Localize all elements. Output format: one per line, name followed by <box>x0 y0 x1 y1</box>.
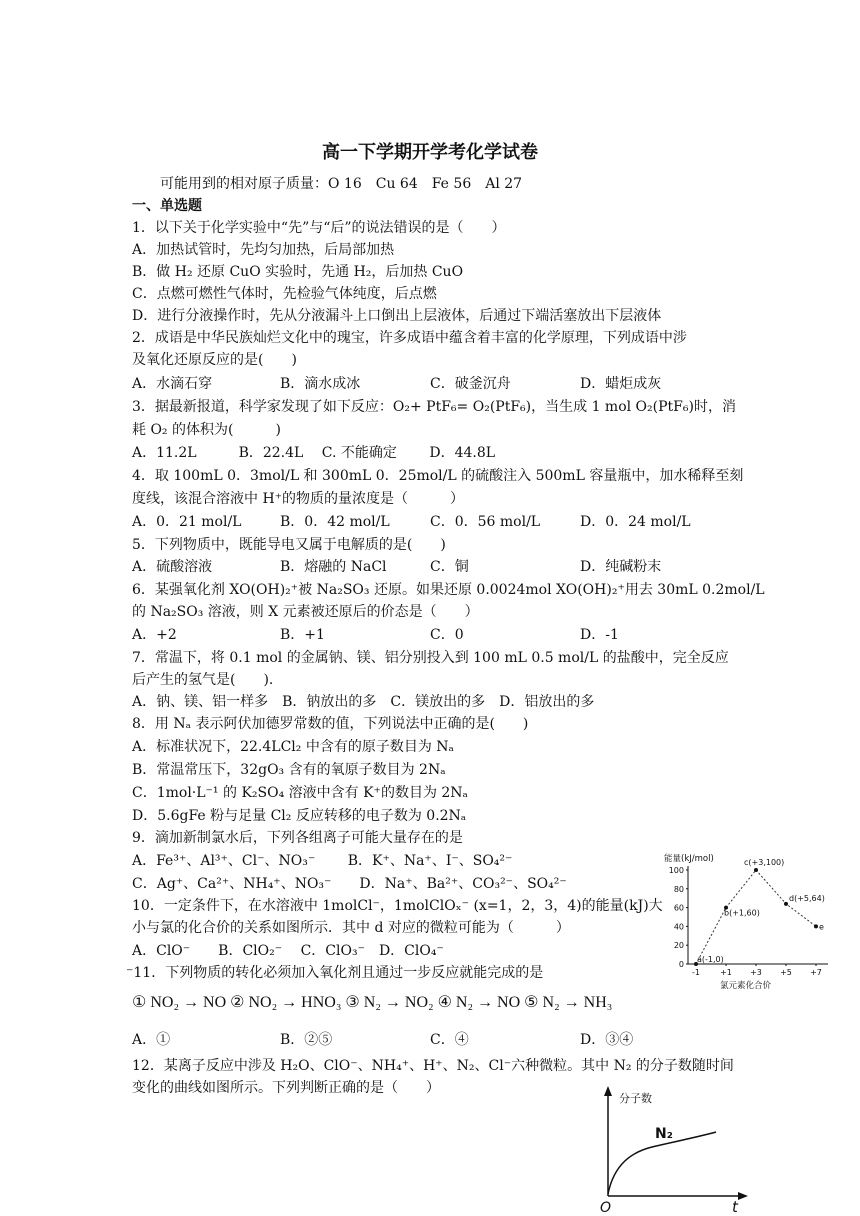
q2-option-a: A．水滴石穿 <box>132 376 213 392</box>
n2-series-label: N₂ <box>655 1126 673 1142</box>
q9-options-cd: C．Ag⁺、Ca²⁺、NH₄⁺、NO₃⁻ D．Na⁺、Ba²⁺、CO₃²⁻、SO₄²⁻ <box>132 876 567 892</box>
q1-option-c: C．点燃可燃性气体时，先检验气体纯度，后点燃 <box>132 286 437 302</box>
q8-option-b: B．常温常压下，32gO₃ 含有的氧原子数目为 2Nₐ <box>132 762 446 778</box>
question-12-cont: 变化的曲线如图所示。下列判断正确的是（ ） <box>132 1080 440 1096</box>
q2-option-d: D．蜡炬成灰 <box>580 376 662 392</box>
q5-option-c: C．铜 <box>430 559 469 575</box>
q1-option-a: A．加热试管时，先均匀加热，后局部加热 <box>132 242 395 258</box>
question-6: 6．某强氧化剂 XO(OH)₂⁺被 Na₂SO₃ 还原。如果还原 0.0024mol XO(OH)₂⁺用去 30mL 0.2mol/L <box>132 582 765 598</box>
energy-x-label: 氯元素化合价 <box>720 981 772 990</box>
question-9: 9．滴加新制氯水后，下列各组离子可能大量存在的是 <box>132 830 463 846</box>
q6-option-b: B．+1 <box>280 627 325 643</box>
question-8: 8．用 Nₐ 表示阿伏加德罗常数的值，下列说法中正确的是( ) <box>132 716 529 732</box>
energy-x-tick-label: +1 <box>720 968 732 977</box>
energy-point-label: c(+3,100) <box>744 858 785 867</box>
n2-origin-label: O <box>600 1200 612 1214</box>
q8-option-c: C．1mol·L⁻¹ 的 K₂SO₄ 溶液中含有 K⁺的数目为 2Nₐ <box>132 785 468 801</box>
question-4: 4．取 100mL 0．3mol/L 和 300mL 0．25mol/L 的硫酸注入 500mL 容量瓶中，加水稀释至刻 <box>132 468 744 484</box>
energy-x-tick-label: +5 <box>780 968 792 977</box>
question-5: 5．下列物质中，既能导电又属于电解质的是( ) <box>132 537 446 553</box>
question-10: 10．一定条件下，在水溶液中 1molCl⁻，1molClOₓ⁻ (x=1，2，3，4)的能量(kJ)大 <box>132 898 663 914</box>
energy-y-tick-label: 100 <box>668 866 684 875</box>
q11-option-c: C．④ <box>430 1032 469 1048</box>
energy-x-tick-label: +3 <box>750 968 762 977</box>
question-12: 12．某离子反应中涉及 H₂O、ClO⁻、NH₄⁺、H⁺、N₂、Cl⁻六种微粒。其中 N₂ 的分子数随时间 <box>132 1058 734 1074</box>
atomic-mass-note: 可能用到的相对原子质量：O 16 Cu 64 Fe 56 Al 27 <box>160 176 523 192</box>
question-4-cont: 度线，该混合溶液中 H⁺的物质的量浓度是（ ） <box>132 491 465 507</box>
q8-option-d: D．5.6gFe 粉与足量 Cl₂ 反应转移的电子数为 0.2Nₐ <box>132 808 467 824</box>
n2-y-label: 分子数 <box>619 1092 652 1105</box>
energy-y-label: 能量(kJ/mol) <box>664 854 714 864</box>
question-7-cont: 后产生的氢气是( ). <box>132 672 274 688</box>
n2-x-label: t <box>732 1198 738 1214</box>
page-title: 高一下学期开学考化学试卷 <box>322 142 538 163</box>
q4-option-a: A．0．21 mol/L <box>132 514 242 530</box>
question-3-cont: 耗 O₂ 的体积为( ) <box>132 422 281 438</box>
question-10-cont: 小与氯的化合价的关系如图所示．其中 d 对应的微粒可能为（ ） <box>132 920 570 936</box>
energy-point-label: d(+5,64) <box>789 893 825 903</box>
q5-option-d: D．纯碱粉末 <box>580 559 662 575</box>
question-3: 3．据最新报道，科学家发现了如下反应：O₂+ PtF₆= O₂(PtF₆)，当生成 1 mol O₂(PtF₆)时，消 <box>132 399 736 415</box>
energy-point-label: e <box>819 922 824 932</box>
q2-option-c: C．破釜沉舟 <box>430 376 511 392</box>
section-heading: 一、单选题 <box>132 198 202 214</box>
energy-y-tick-label: 60 <box>673 903 684 913</box>
question-6-cont: 的 Na₂SO₃ 溶液，则 X 元素被还原后的价态是（ ） <box>132 604 479 620</box>
question-2-cont: 及氧化还原反应的是( ) <box>132 352 297 368</box>
q1-option-d: D．进行分液操作时，先从分液漏斗上口倒出上层液体，后通过下端活塞放出下层液体 <box>132 308 662 324</box>
q6-option-a: A．+2 <box>132 627 177 643</box>
q8-option-a: A．标准状况下，22.4LCl₂ 中含有的原子数目为 Nₐ <box>132 739 454 755</box>
q4-option-d: D．0．24 mol/L <box>580 514 691 530</box>
energy-y-tick-label: 40 <box>673 922 684 932</box>
n2-x-arrow <box>738 1192 748 1200</box>
question-7: 7．常温下，将 0.1 mol 的金属钠、镁、铝分别投入到 100 mL 0.5 mol/L 的盐酸中，完全反应 <box>132 650 729 666</box>
n2-y-arrow <box>604 1086 612 1096</box>
q11-option-a: A．① <box>132 1032 171 1048</box>
q4-option-c: C．0．56 mol/L <box>430 514 541 530</box>
q3-options: A．11.2L B．22.4L C. 不能确定 D．44.8L <box>132 445 496 461</box>
question-2: 2．成语是中华民族灿烂文化中的瑰宝，许多成语中蕴含着丰富的化学原理，下列成语中涉 <box>132 330 687 346</box>
q2-option-b: B．滴水成冰 <box>280 376 361 392</box>
energy-point-3 <box>754 868 758 872</box>
q6-option-d: D．-1 <box>580 627 619 643</box>
q11-option-d: D．③④ <box>580 1032 634 1048</box>
q4-option-b: B．0．42 mol/L <box>280 514 390 530</box>
energy-x-tick-label: +7 <box>810 968 822 977</box>
energy-chart <box>660 852 832 990</box>
energy-y-tick-label: 0 <box>678 960 684 969</box>
energy-y-tick-label: 80 <box>673 884 684 894</box>
q9-options-ab: A．Fe³⁺、Al³⁺、Cl⁻、NO₃⁻ B．K⁺、Na⁺、I⁻、SO₄²⁻ <box>132 853 513 869</box>
q5-option-b: B．熔融的 NaCl <box>280 559 387 575</box>
q11-reactions: ① NO₂ → NO ② NO₂ → HNO₃ ③ N₂ → NO₂ ④ N₂ → NO ⑤ N₂ → NH₃ <box>132 994 613 1011</box>
energy-point-4 <box>784 902 788 906</box>
energy-y-tick-label: 20 <box>673 941 684 951</box>
q6-option-c: C．0 <box>430 627 464 643</box>
q1-option-b: B．做 H₂ 还原 CuO 实验时，先通 H₂，后加热 CuO <box>132 264 464 280</box>
q5-option-a: A．硫酸溶液 <box>132 559 213 575</box>
q11-option-b: B．②⑤ <box>280 1032 333 1048</box>
question-1: 1．以下关于化学实验中“先”与“后”的说法错误的是（ ） <box>132 220 506 236</box>
n2-chart <box>592 1084 752 1214</box>
energy-point-5 <box>814 924 818 928</box>
energy-point-label: a(-1,0) <box>697 955 724 964</box>
q10-options: A．ClO⁻ B．ClO₂⁻ C．ClO₃⁻ D．ClO₄⁻ <box>132 943 444 959</box>
energy-point-label: b(+1,60) <box>724 908 760 918</box>
energy-x-tick-label: -1 <box>692 968 700 977</box>
question-11: ⁻11．下列物质的转化必须加入氧化剂且通过一步反应就能完成的是 <box>126 965 544 981</box>
q7-options: A．钠、镁、铝一样多 B．钠放出的多 C．镁放出的多 D．铝放出的多 <box>132 694 595 710</box>
